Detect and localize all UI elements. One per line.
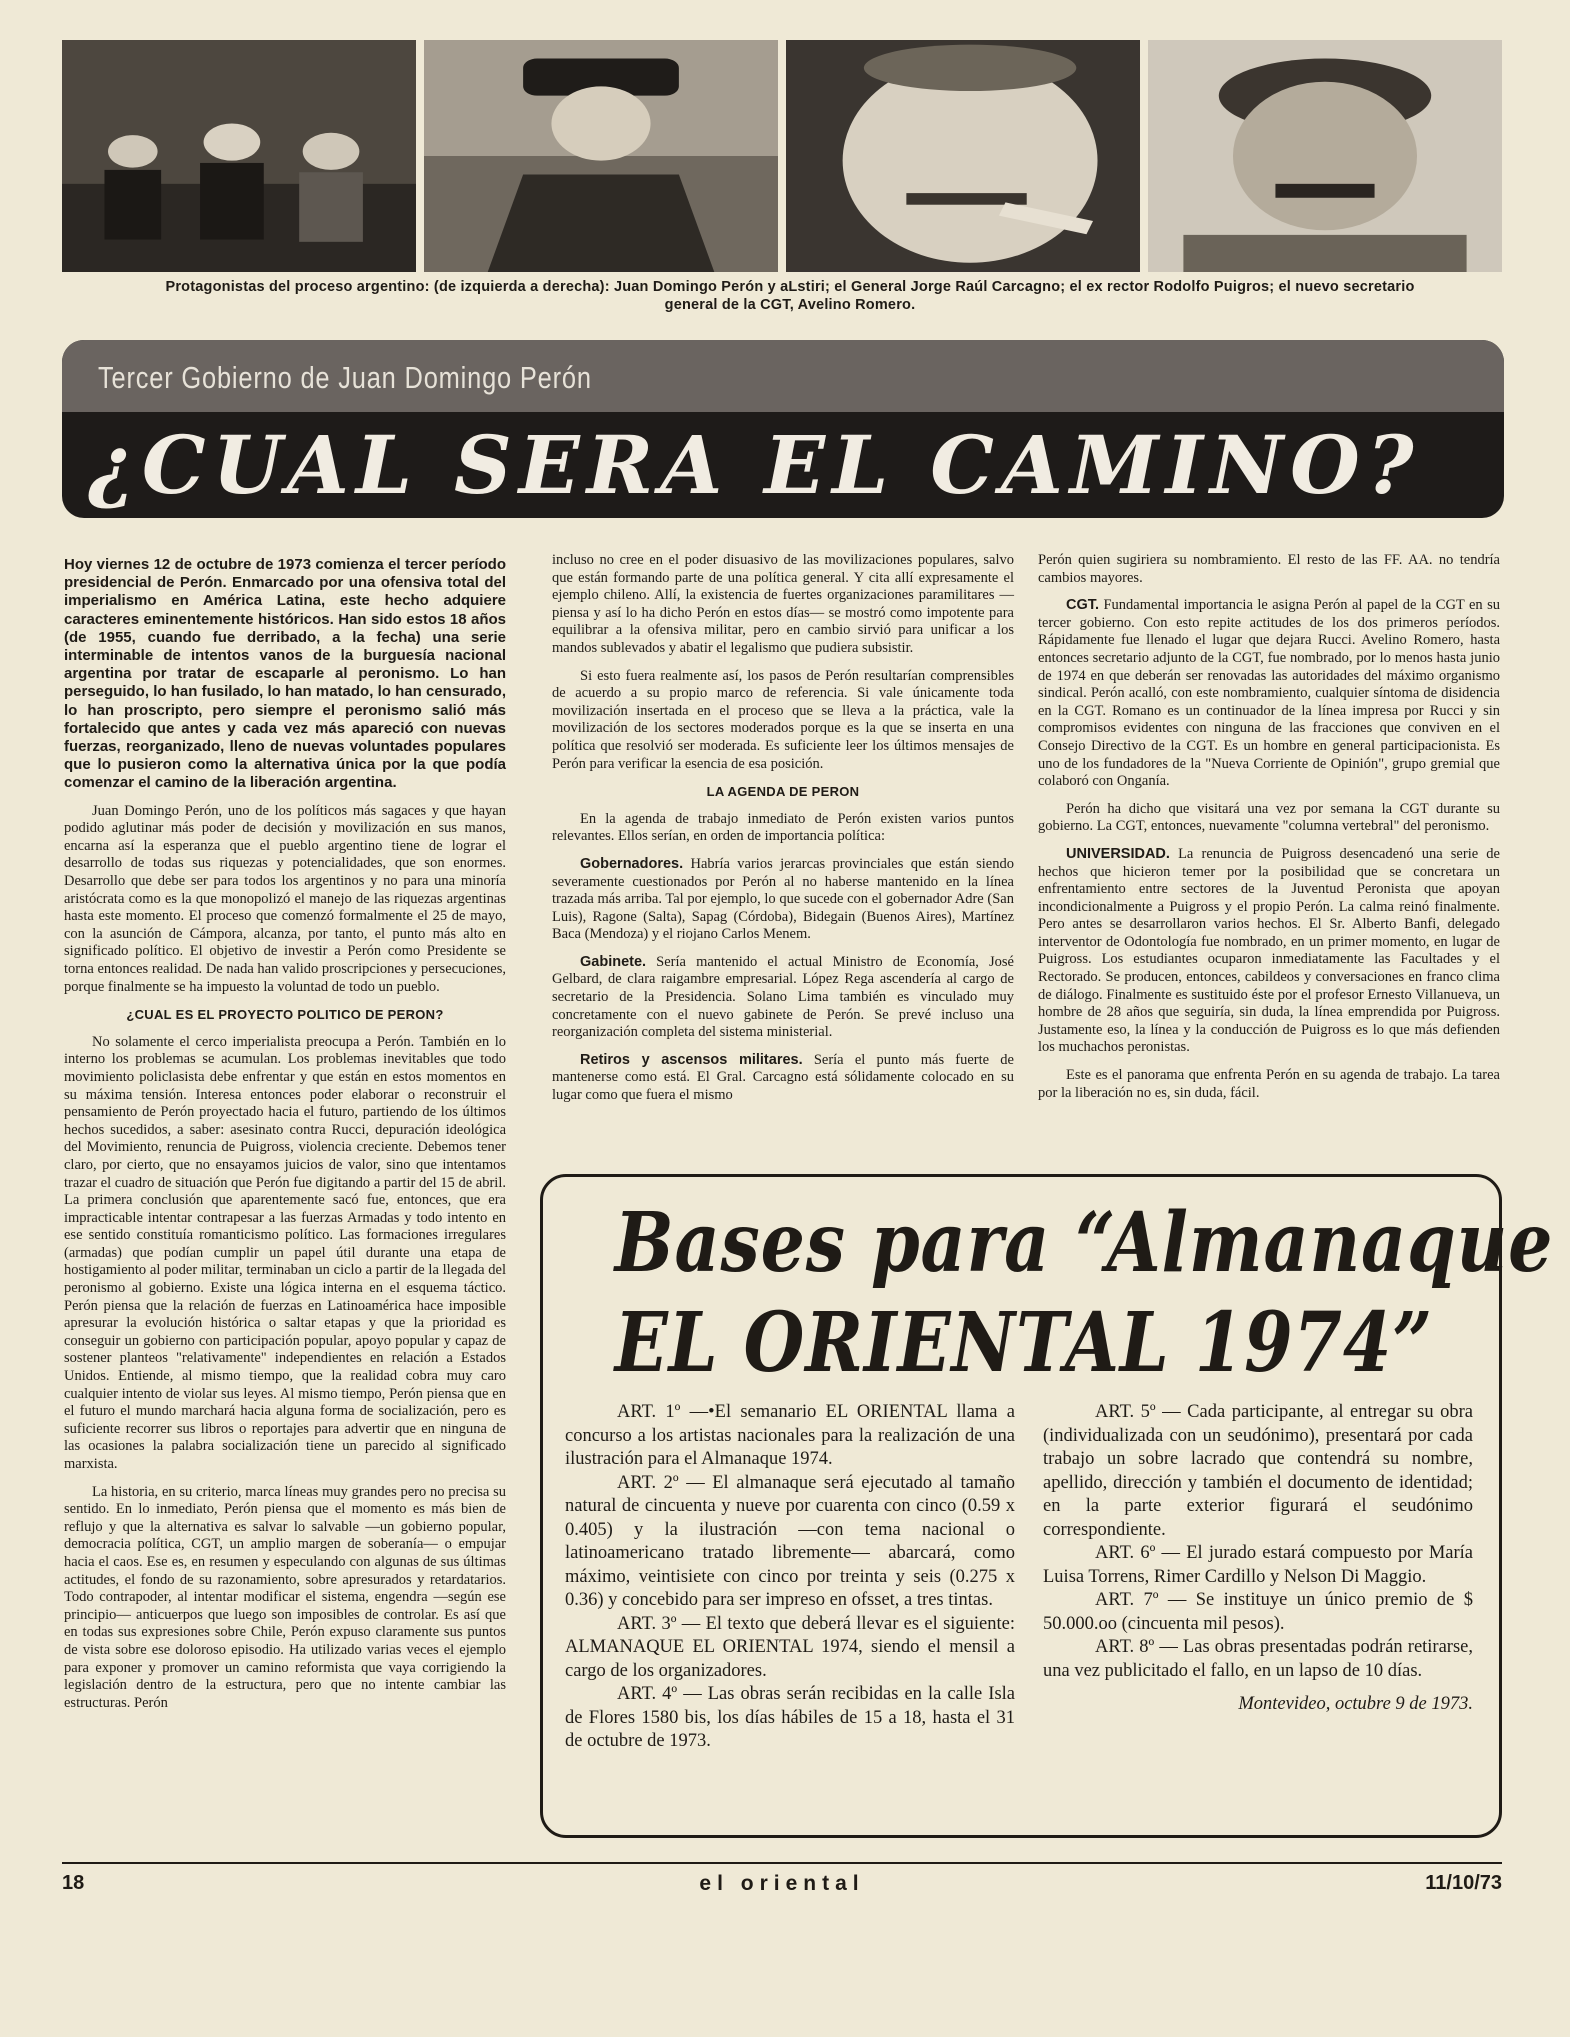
section-heading: LA AGENDA DE PERON xyxy=(706,784,860,800)
paragraph-text: Sería el punto más fuerte de mantenerse como está. El Gral. Carcagno está sólidamente colocado en su lugar como que fuera el mismo xyxy=(552,1051,1014,1104)
kicker: Tercer Gobierno de Juan Domingo Perón xyxy=(98,360,592,395)
footer xyxy=(62,1872,1502,1896)
photo-peron-alstiri-image xyxy=(62,40,416,272)
contest-article: ART. 5º — Cada participante, al entregar su obra (individualizada con un seudónimo), presentará por cada trabajo un sobre lacrado que contendrá su nombre, apellido, dirección y también el documento de identidad; en la parte exterior figurará el seudónimo correspondiente. xyxy=(1043,1402,1473,1540)
section-heading: ¿CUAL ES EL PROYECTO POLITICO DE PERON? xyxy=(126,1007,444,1023)
contest-article: ART. 3º — El texto que deberá llevar es el siguiente: ALMANAQUE EL ORIENTAL 1974, siendo el mensil a cargo de los organizadores. xyxy=(565,1613,1015,1681)
publication-name: el oriental xyxy=(699,1872,865,1895)
photo-caption: Protagonistas del proceso argentino: (de izquierda a derecha): Juan Domingo Perón y aLstiri; el General Jorge Raúl Carcagno; el ex rector Rodolfo Puigros; el nuevo secretario general de la CGT, Avelino Romero. xyxy=(165,279,1415,313)
contest-article: ART. 2º — El almanaque será ejecutado al tamaño natural de cincuenta y nueve por cuarenta con cinco (0.59 x 0.405) y la ilustración —con tema nacional o latinoamericano tratado libremente— abarcará, como máximo, veintisiete con cinco por treinta y seis (0.275 x 0.36) y concebido para ser impreso en ofsset, a tres tintas. xyxy=(565,1472,1015,1610)
contest-column-2 xyxy=(1043,1401,1473,1717)
article-paragraph xyxy=(552,1052,1014,1105)
photo-peron-alstiri xyxy=(62,40,416,272)
article-paragraph: Este es el panorama que enfrenta Perón en su agenda de trabajo. La tarea por la liberación no es, sin duda, fácil. xyxy=(1038,1067,1500,1101)
paragraph-label: Gobernadores. xyxy=(580,855,684,872)
article-paragraph xyxy=(552,856,1014,944)
contest-column-1 xyxy=(565,1401,1015,1754)
contest-title-line-1: Bases para “Almanaque xyxy=(614,1195,1554,1291)
headline-banner xyxy=(62,340,1504,518)
issue-date: 11/10/73 xyxy=(1425,1872,1502,1894)
contest-article: ART. 6º — El jurado estará compuesto por María Luisa Torrens, Rimer Cardillo y Nelson Di Maggio. xyxy=(1043,1543,1473,1587)
article-paragraph: incluso no cree en el poder disuasivo de las movilizaciones populares, salvo que están formando parte de una política general. Y cita allí expresamente el ejemplo chileno. Allí, la existencia de fuertes organizaciones paramilitares —piensa y así lo ha dicho Perón en estos días— se mostró como impotente para equilibrar a la ofensiva militar, pero en cambio sirvió para unificar a los mandos sublevados y abatir el legalismo que pudiera subsistir. xyxy=(552,552,1014,656)
photo-puigros-image xyxy=(786,40,1140,272)
page-number: 18 xyxy=(62,1872,85,1894)
paragraph-text: Sería mantenido el actual Ministro de Economía, José Gelbard, de clara raigambre empresarial. López Rega ascendería al cargo de secretario de la Presidencia. Solano Lima también es vinculado muy concretamente con el nuevo gabinete de Perón. Se prevé incluso una reorganización completa del sistema ministerial. xyxy=(552,953,1014,1041)
article-paragraph: Si esto fuera realmente así, los pasos de Perón resultarían comprensibles de acuerdo a su propio marco de referencia. Si vale únicamente toda movilización insertada en el proceso que se lleva a la práctica, vale la movilización de los sectores moderados porque es la que se inserta en una política que resolvió ser moderada. Es suficiente leer los últimos mensajes de Perón para verificar la esencia de esa posición. xyxy=(552,667,1014,772)
article-paragraph: La historia, en su criterio, marca líneas muy grandes pero no precisa su sentido. En lo inmediato, Perón piensa que el momento es más bien de reflujo y que la alternativa es salvar lo salvable —un gobierno popular, democracia política, CGT, un amplio margen de soberanía— o empujar hacia el caos. Ese es, en resumen y especulando con algunas de sus últimas actitudes, el fondo de su razonamiento, sobre apresurados y retardatarios. Todo contrapoder, al intentar modificar el sistema, engendra —según ese principio— anticuerpos que luego son imposibles de controlar. Es así que en todas sus expresiones sobre Chile, Perón expuso claramente sus puntos de vista sobre ese doloroso episodio. Ha utilizado varias veces el ejemplo para exponer y promover un camino reformista que vaya corrigiendo la legislación dentro de la estructura, pero que no intente cambiar las estructuras. Perón xyxy=(64,1483,506,1711)
article-paragraph xyxy=(1038,597,1500,791)
article-paragraph: Perón ha dicho que visitará una vez por semana la CGT durante su gobierno. La CGT, entonces, nuevamente "columna vertebral" del peronismo. xyxy=(1038,800,1500,835)
article-column-3 xyxy=(1038,552,1500,1112)
article-paragraph xyxy=(1038,846,1500,1057)
paragraph-label: Gabinete. xyxy=(580,953,647,970)
photo-puigros xyxy=(786,40,1140,272)
article-column-2 xyxy=(552,552,1014,1115)
photo-carcagno xyxy=(424,40,778,272)
article-paragraph xyxy=(552,954,1014,1042)
article-lead: Hoy viernes 12 de octubre de 1973 comienza el tercer período presidencial de Perón. Enmarcado por una ofensiva total del imperialismo en América Latina, este hecho adquiere caracteres eminentemente históricos. Han sido estos 18 años (de 1955, cuando fue derribado, a la fecha) una serie interminable de intentos vanos de la burguesía nacional argentina por tratar de escaparle al peronismo. Lo han perseguido, lo han fusilado, lo han matado, lo han censurado, lo han proscripto, pero siempre el peronismo salió más fortalecido que antes y cada vez más apareció con nuevas fuerzas, reorganizado, lleno de nuevas voluntades populares que lo pusieron como la alternativa única por la que podía comenzar el camino de la liberación argentina. xyxy=(64,556,506,792)
contest-article: ART. 1º —•El semanario EL ORIENTAL llama a concurso a los artistas nacionales para la realización de una ilustración para el Almanaque 1974. xyxy=(565,1402,1015,1469)
contest-signature: Montevideo, octubre 9 de 1973. xyxy=(1238,1694,1473,1714)
contest-article: ART. 8º — Las obras presentadas podrán retirarse, una vez publicitado el fallo, en un lapso de 10 días. xyxy=(1043,1637,1473,1681)
paragraph-text: Habría varios jerarcas provinciales que están siendo severamente cuestionados por Perón al no haberse mantenido en la línea trazada más arriba. Tal por ejemplo, lo que sucede con el gobernador Adre (San Luis), Ragone (Salta), Sapag (Córdoba), Bidegain (Buenos Aires), Martínez Baca (Mendoza) y el riojano Carlos Menem. xyxy=(552,855,1014,943)
article-paragraph: No solamente el cerco imperialista preocupa a Perón. También en lo interno los problemas se acumulan. Los problemas inevitables que todo movimiento policlasista debe enfrentar y que están en estos momentos en su máxima tensión. Interesa entonces poder elaborar o reconstruir el pensamiento de Perón proyectado hacia el futuro, partiendo de los últimos hechos sucedidos, a saber: asesinato contra Rucci, depuración ideológica del Movimiento, renuncia de Puigross, violencia creciente. Debemos tener claro, por cierto, que no ensayamos juicios de valor, sino que intentamos trazar el cuadro de situación que Perón fue digitando a partir del 15 de abril. La primera conclusión que aparentemente sacó fue, entonces, que era impracticable intentar contrapesar a las fuerzas Armadas y todo intento en ese sentido constituía romanticismo político. Las formaciones irregulares (armadas) que podían cumplir un papel útil durante una etapa de hostigamiento al poder militar, terminaban un ciclo a partir de la llegada del peronismo al gobierno. Existe una lógica interna en el esquema táctico. Perón piensa que la relación de fuerzas en Latinoamérica hace imposible apresurar la evolución histórica o saltar etapas y que la prioridad es conseguir un gobierno con participación popular, apoyo popular y capaz de sostener planteos "relativamente" independientes en relación a Estados Unidos. Entiende, al mismo tiempo, que la realidad cobra muy caro cualquier intento de violar sus leyes. Al mismo tiempo, Perón piensa que en el futuro el mundo marchará hacia alguna forma de socialización, pero es suficiente recorrer sus libros o reportajes para advertir que en ninguna de las ocasiones la palabra socialización tiene un parecido al significado marxista. xyxy=(64,1033,506,1473)
paragraph-label: Retiros y ascensos militares. xyxy=(580,1051,803,1068)
article-paragraph: En la agenda de trabajo inmediato de Perón existen varios puntos relevantes. Ellos serían, en orden de importancia política: xyxy=(552,810,1014,845)
article-paragraph: Perón quien sugiriera su nombramiento. El resto de las FF. AA. no tendría cambios mayores. xyxy=(1038,552,1500,586)
article-paragraph: Juan Domingo Perón, uno de los políticos más sagaces y que hayan podido aglutinar más poder de decisión y movilización en sus manos, encarna así la esperanza que el pueblo argentino tiene de lograr el desarrollo de todas sus riquezas y potencialidades, que son enormes. Desarrollo que debe ser para todos los argentinos y no para una minoría aristócrata como es la que monopolizó el manejo de las riquezas argentinas hasta este momento. El proceso que comenzó formalmente el 25 de mayo, con la asunción de Cámpora, alcanza, por tanto, el punto más alto en significado político. El objetivo de investir a Perón como Presidente se torna entonces realidad. De nada han valido proscripciones y persecuciones, porque finalmente se ha impuesto la voluntad de todo un pueblo. xyxy=(64,802,506,995)
footer-rule xyxy=(62,1862,1502,1864)
photo-strip xyxy=(62,40,1502,272)
contest-box xyxy=(540,1174,1554,1838)
contest-article: ART. 7º — Se instituye un único premio de $ 50.000.oo (cincuenta mil pesos). xyxy=(1043,1590,1473,1634)
paragraph-label: CGT. xyxy=(1066,597,1100,614)
article-column-1 xyxy=(64,556,506,1722)
photo-romero-image xyxy=(1148,40,1502,272)
contest-article: ART. 4º — Las obras serán recibidas en la calle Isla de Flores 1580 bis, los días hábiles de 15 a 18, hasta el 31 de octubre de 1973. xyxy=(565,1684,1015,1751)
headline: ¿CUAL SERA EL CAMINO? xyxy=(88,418,1421,512)
paragraph-label: UNIVERSIDAD. xyxy=(1066,845,1170,862)
paragraph-text: Fundamental importancia le asigna Perón al papel de la CGT en su tercer gobierno. Con esto repite actitudes de los dos primeros períodos. Rápidamente fue llenado el lugar que dejara Rucci. Avelino Romero, hasta entonces secretario adjunto de la CGT, fue nombrado, por lo menos hasta junio de 1974 en que deberán ser renovadas las autoridades del máximo organismo sindical. Perón acalló, con este nombramiento, cualquier síntoma de disidencia en la CGT. Romano es un continuador de la línea impresa por Rucci y sin compromisos evidentes con ninguna de las fracciones que conviven en el Consejo Directivo de la CGT. Es un hombre en general participacionista. Es uno de los fundadores de la "Nueva Corriente de Opinión", grupo gremial que colaboró con Onganía. xyxy=(1038,597,1500,790)
paragraph-text: La renuncia de Puigross desencadenó una serie de hechos que hicieron temer por la posibilidad que se concretara un enfrentamiento entre sectores de la Juventud Peronista que apoyan incondicionalmente a Puigross y el propio Perón. La calma reinó finalmente. Pero antes se desarrollaron varios hechos. El Sr. Alberto Banfi, delegado interventor de Odontología fue nombrado, en un primer momento, en lugar de Puigross. Los estudiantes ocuparon inmediatamente las Facultades y el Rectorado. Se producen, entonces, cabildeos y conversaciones en franco clima de diálogo. Finalmente es sustituido éste por el profesor Ernesto Villanueva, un hombre de 28 años que seguiría, sin duda, la línea emprendida por Puigross. Justamente eso, la línea y la conducción de Puigross es lo que más defienden los muchachos peronistas. xyxy=(1038,845,1500,1056)
photo-carcagno-image xyxy=(424,40,778,272)
photo-romero xyxy=(1148,40,1502,272)
contest-title-line-2: EL ORIENTAL 1974” xyxy=(614,1295,1434,1391)
